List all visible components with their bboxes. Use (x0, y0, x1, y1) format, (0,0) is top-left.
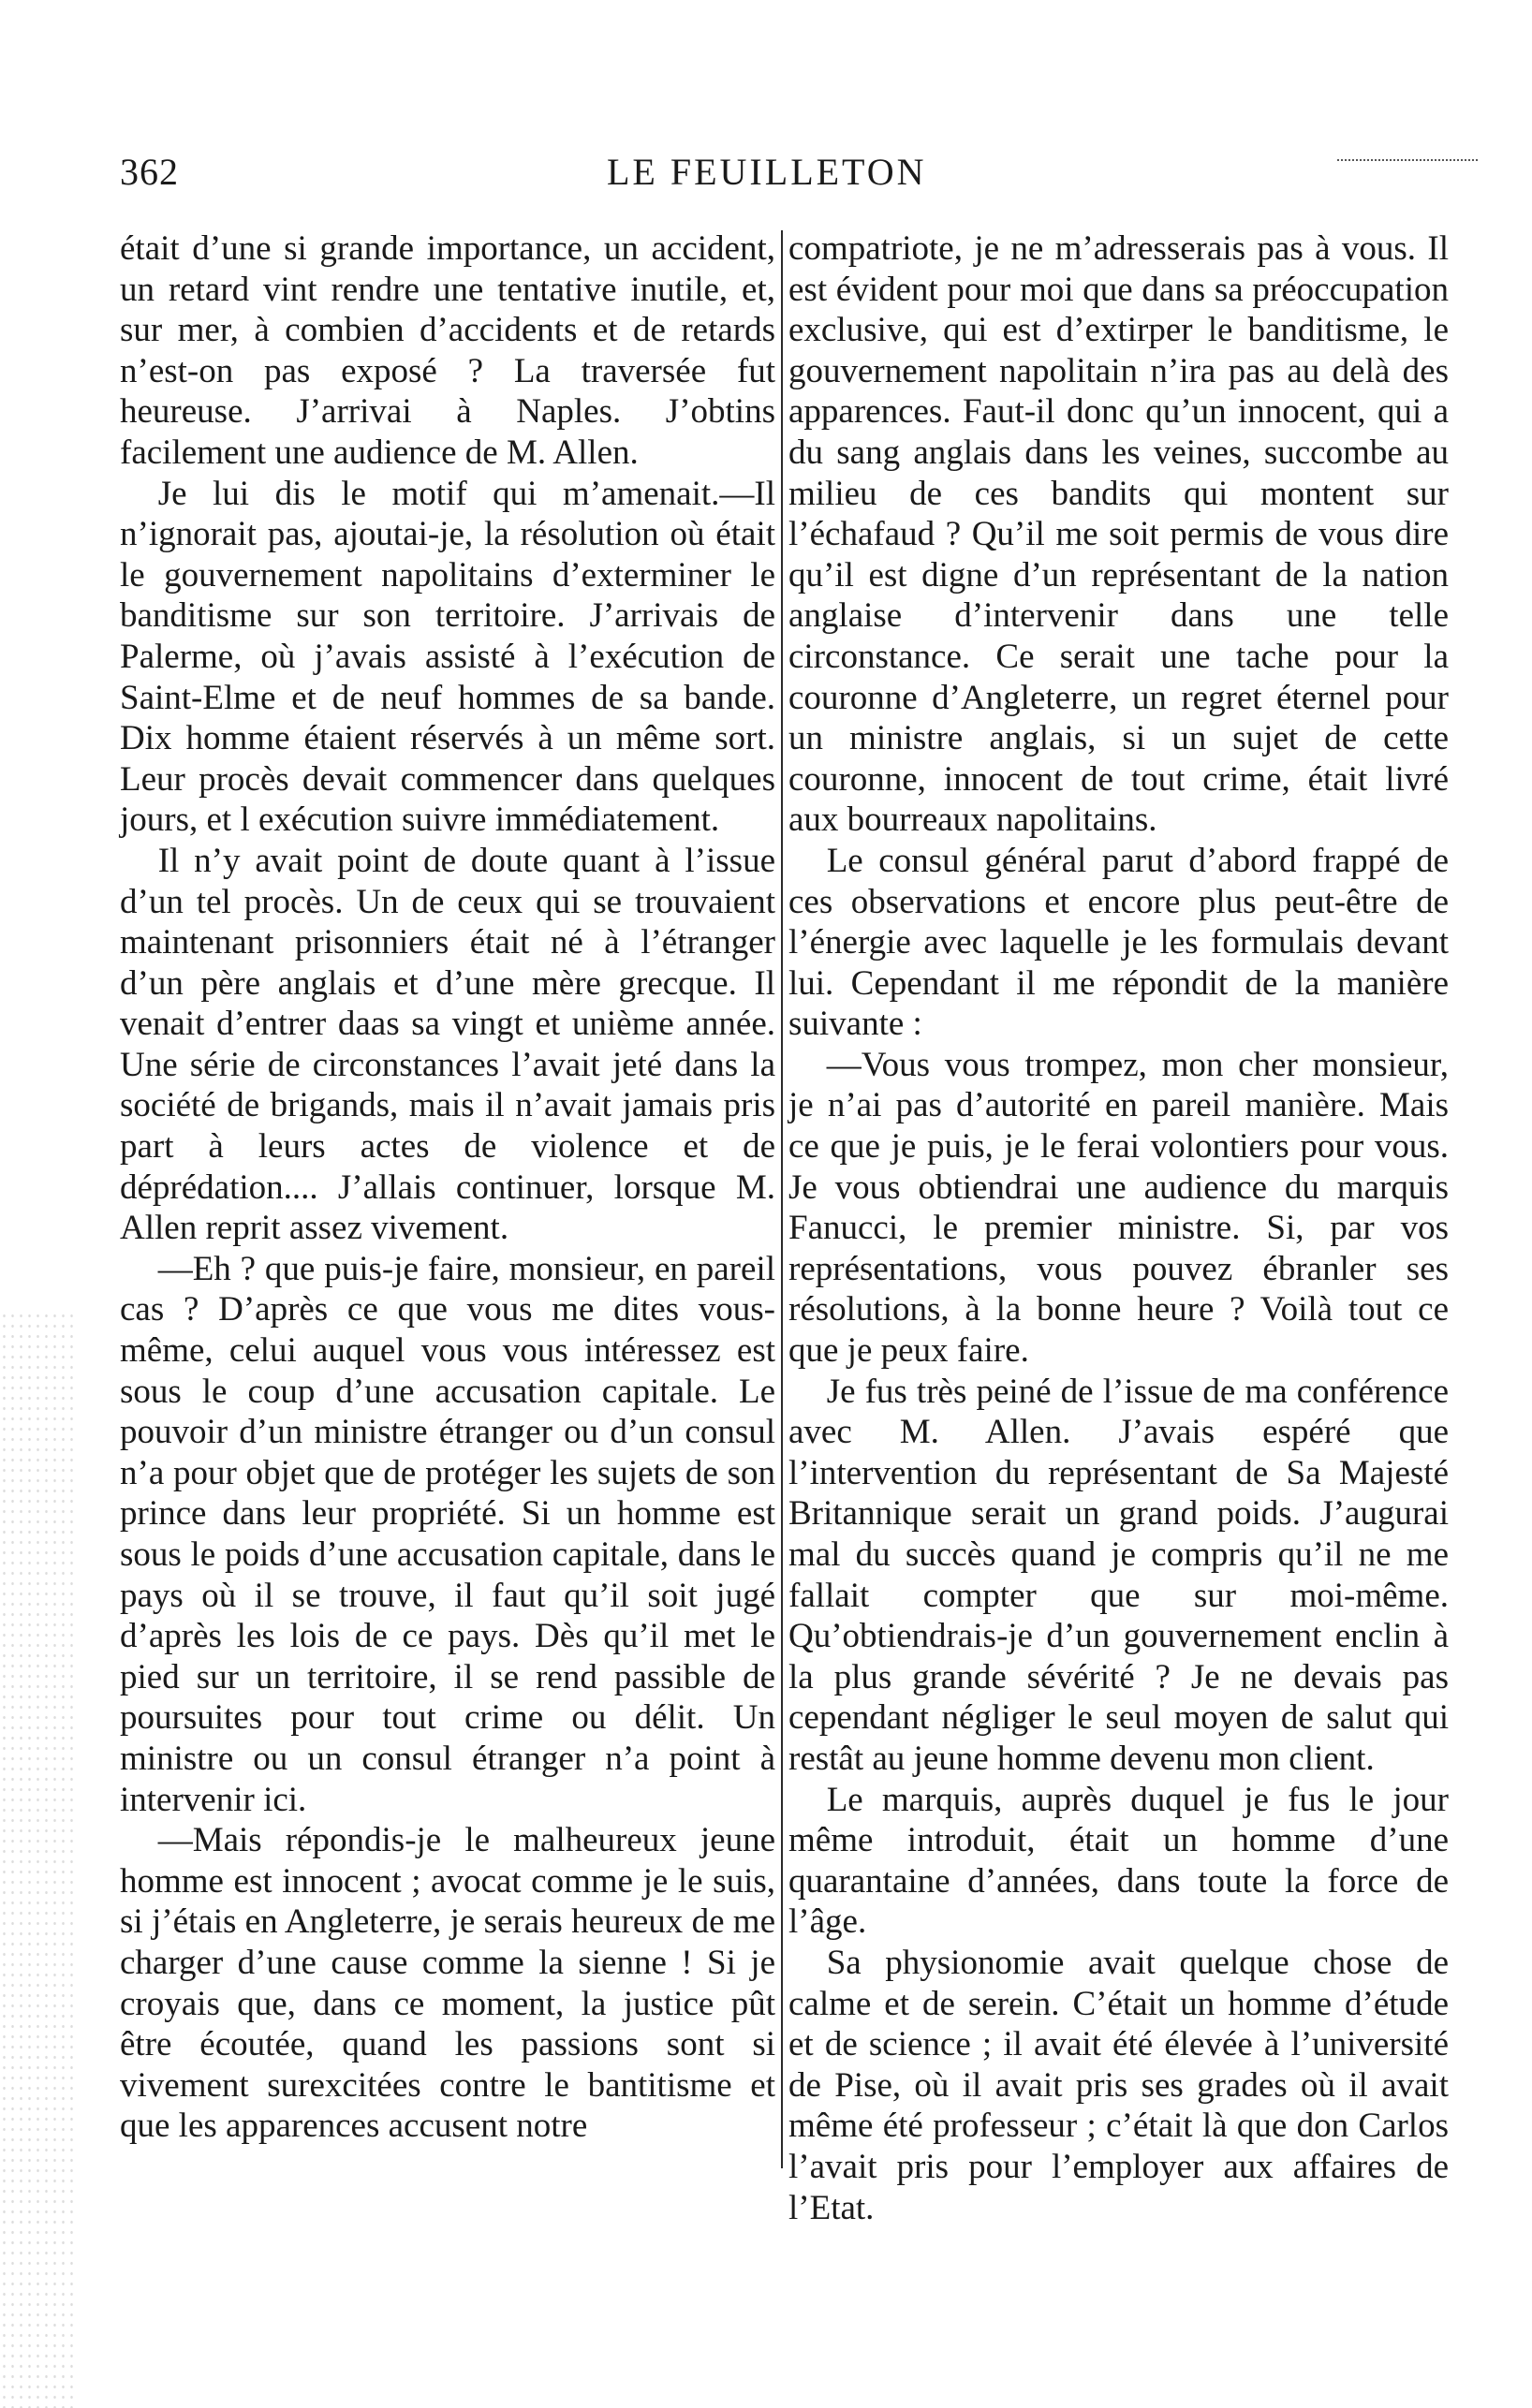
paragraph: Je lui dis le motif qui m’amenait.—Il n’ignorait pas, ajoutai-je, la résolution où était le gouvernement napolitains d’exterminer le banditisme sur son territoire. J’arrivais de Palerme, où j’avais assisté à l’exécution de Saint-Elme et de neuf hommes de sa bande. Dix homme étaient réservés à un même sort. Leur procès devait commencer dans quelques jours, et l exécution suivre immédiatement. (120, 474, 775, 840)
left-column (120, 228, 775, 2147)
paragraph: était d’une si grande importance, un accident, un retard vint rendre une tentative inutile, et, sur mer, à combien d’accidents et de retards n’est-on pas exposé ? La traversée fut heureuse. J’arrivai à Naples. J’obtins facilement une audience de M. Allen. (120, 229, 775, 472)
paragraph: —Eh ? que puis-je faire, monsieur, en pareil cas ? D’après ce que vous me dites vous-même, celui auquel vous vous intéressez est sous le coup d’une accusation capitale. Le pouvoir d’un ministre étranger ou d’un consul n’a pour objet que de protéger les sujets de son prince dans leur propriété. Si un homme est sous le poids d’une accusation capitale, dans le pays où il se trouve, il faut qu’il soit jugé d’après les lois de ce pays. Dès qu’il met le pied sur un territoire, il se rend passible de poursuites pour tout crime ou délit. Un ministre ou un consul étranger n’a point à intervenir ici. (120, 1249, 775, 1819)
paragraph: —Mais répondis-je le malheureux jeune homme est innocent ; avocat comme je le suis, si j’étais en Angleterre, je serais heureux de me charger d’une cause comme la sienne ! Si je croyais que, dans ce moment, la justice pût être écoutée, quand les passions sont si vivement surexcitées contre le bantitisme et que les apparences accusent notre (120, 1821, 775, 2146)
margin-speckle (0, 1311, 75, 2408)
paragraph: Sa physionomie avait quelque chose de calme et de serein. C’était un homme d’étude et de science ; il avait été élevée à l’université de Pise, où il avait pris ses grades où il avait même été professeur ; c’était là que don Carlos l’avait pris pour l’employer aux affaires de l’Etat. (788, 1943, 1449, 2227)
paragraph: compatriote, je ne m’adresserais pas à vous. Il est évident pour moi que dans sa préoccupation exclusive, qui est d’extirper le banditisme, le gouvernement napolitain n’ira pas au delà des apparences. Faut-il donc qu’un innocent, qui a du sang anglais dans les veines, succombe au milieu de ces bandits qui montent sur l’échafaud ? Qu’il me soit permis de vous dire qu’il est digne d’un représentant de la nation anglaise d’intervenir dans une telle circonstance. Ce serait une tache pour la couronne d’Angleterre, un regret éternel pour un ministre anglais, si un sujet de cette couronne, innocent de tout crime, était livré aux bourreaux napolitains. (788, 229, 1449, 840)
header-rule (1337, 159, 1478, 161)
page-number: 362 (120, 151, 179, 193)
right-column (788, 228, 1449, 2228)
running-title: LE FEUILLETON (607, 151, 927, 193)
column-divider (781, 230, 783, 2168)
paragraph: Le consul général parut d’abord frappé de ces observations et encore plus peut-être de l’énergie avec laquelle je les formulais devant lui. Cependant il me répondit de la manière suivante : (788, 841, 1449, 1044)
paragraph: Je fus très peiné de l’issue de ma conférence avec M. Allen. J’avais espéré que l’intervention du représentant de Sa Majesté Britannique serait un grand poids. J’augurai mal du succès quand je compris qu’il ne me fallait compter que sur moi-même. Qu’obtiendrais-je d’un gouvernement enclin à la plus grande sévérité ? Je ne devais pas cependant négliger le seul moyen de salut qui restât au jeune homme devenu mon client. (788, 1372, 1449, 1778)
paragraph: Le marquis, auprès duquel je fus le jour même introduit, était un homme d’une quarantaine d’années, dans toute la force de l’âge. (788, 1780, 1449, 1942)
page-header (120, 150, 1431, 206)
paragraph: Il n’y avait point de doute quant à l’issue d’un tel procès. Un de ceux qui se trouvaient maintenant prisonniers était né à l’étranger d’un père anglais et d’une mère grecque. Il venait d’entrer daas sa vingt et unième année. Une série de circonstances l’avait jeté dans la société de brigands, mais il n’avait jamais pris part à leurs actes de violence et de déprédation.... J’allais continuer, lorsque M. Allen reprit assez vivement. (120, 841, 775, 1248)
paragraph: —Vous vous trompez, mon cher monsieur, je n’ai pas d’autorité en pareil manière. Mais ce que je puis, je le ferai volontiers pour vous. Je vous obtiendrai une audience du marquis Fanucci, le premier ministre. Si, par vos représentations, vous pouvez ébranler ses résolutions, à la bonne heure ? Voilà tout ce que je peux faire. (788, 1045, 1449, 1371)
